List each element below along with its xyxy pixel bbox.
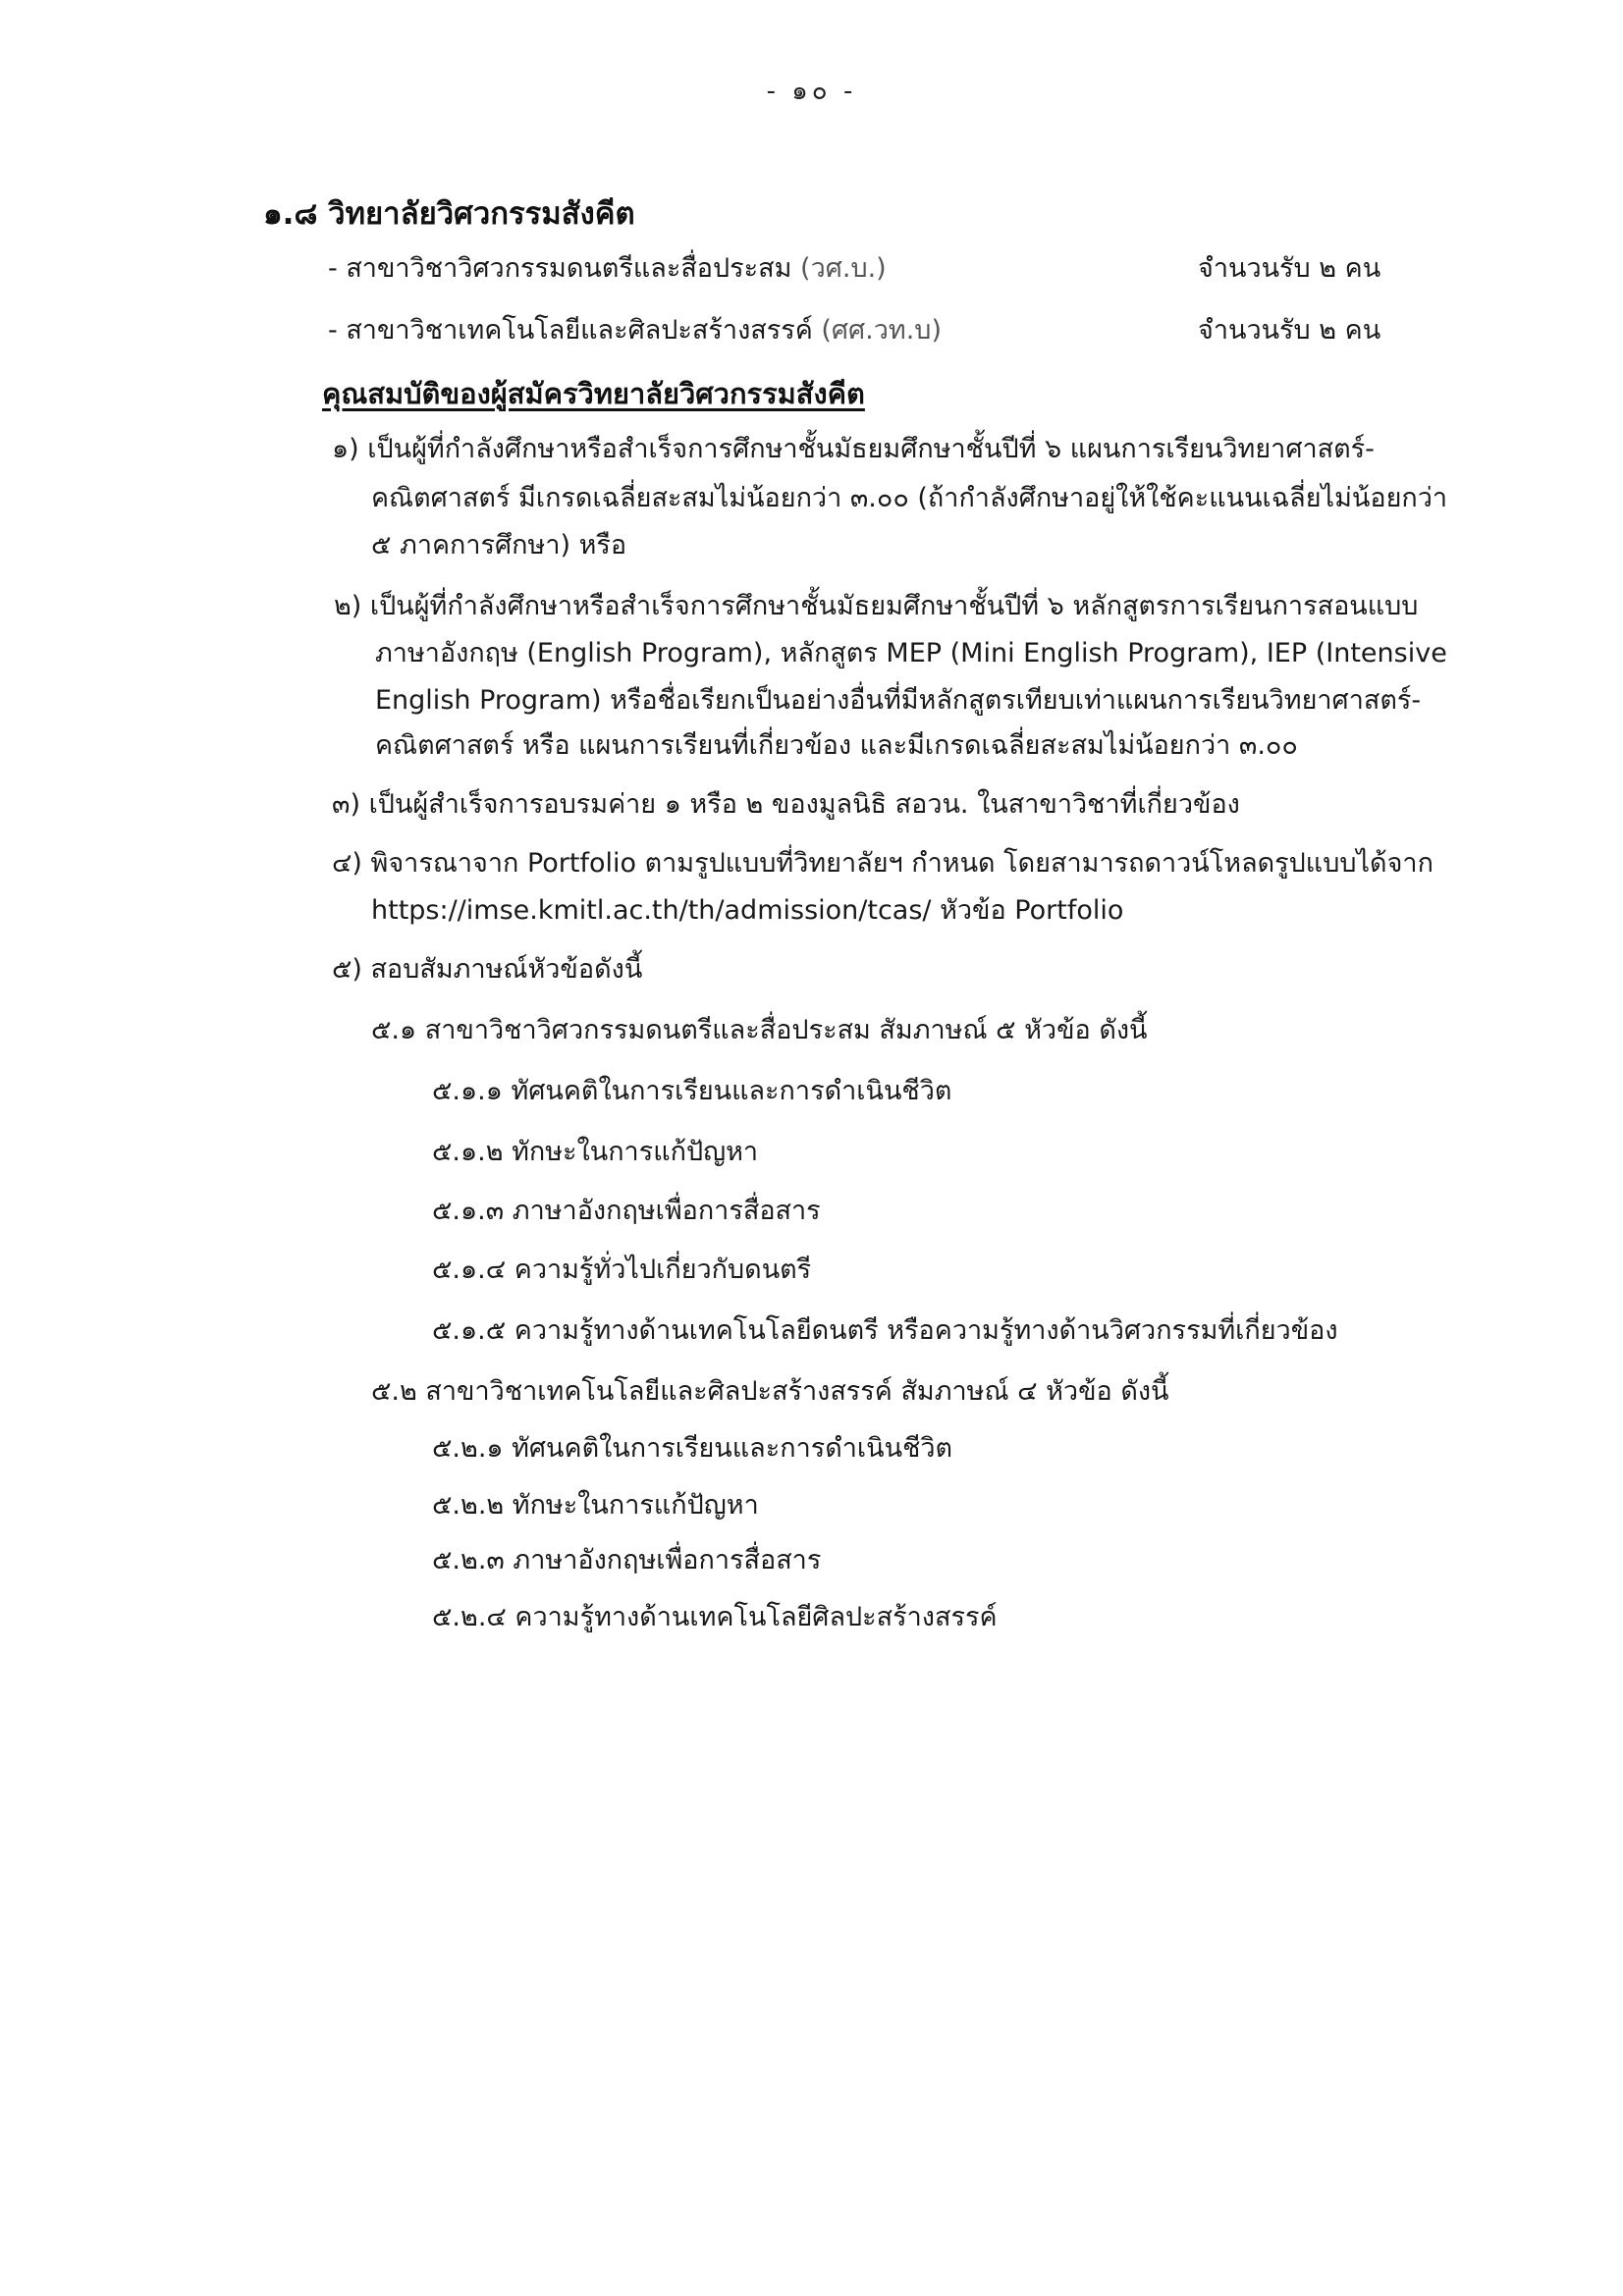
qualifications-heading: คุณสมบัติของผู้สมัครวิทยาลัยวิศวกรรมสังคีต	[322, 377, 865, 410]
interview-topic: ๕.๒.๑ ทัศนคติในการเรียนและการดำเนินชีวิต	[432, 1433, 953, 1464]
interview-sub2-title: ๕.๒ สาขาวิชาเทคโนโลยีและศิลปะสร้างสรรค์ สัมภาษณ์ ๔ หัวข้อ ดังนี้	[371, 1376, 1169, 1407]
interview-topic: ๕.๒.๒ ทักษะในการแก้ปัญหา	[432, 1490, 759, 1521]
qualification-item-2-line-1: ๒) เป็นผู้ที่กำลังศึกษาหรือสำเร็จการศึกษาชั้นมัธยมศึกษาชั้นปีที่ ๖ หลักสูตรการเรียนการสอนแบบ	[334, 591, 1419, 621]
interview-topic: ๕.๒.๔ ความรู้ทางด้านเทคโนโลยีศิลปะสร้างสรรค์	[432, 1602, 998, 1632]
program-row	[328, 309, 1408, 352]
program-abbreviation: (วศ.บ.)	[800, 253, 887, 284]
interview-topic: ๕.๒.๓ ภาษาอังกฤษเพื่อการสื่อสาร	[432, 1545, 822, 1575]
qualification-item-1-line-1: ๑) เป็นผู้ที่กำลังศึกษาหรือสำเร็จการศึกษาชั้นมัธยมศึกษาชั้นปีที่ ๖ แผนการเรียนวิทยาศาสตร์-	[332, 434, 1375, 464]
program-row	[328, 247, 1408, 291]
page-number: - ๑๐ -	[766, 77, 857, 106]
program-name: - สาขาวิชาเทคโนโลยีและศิลปะสร้างสรรค์ (ศศ.วท.บ)	[328, 315, 942, 346]
program-name: - สาขาวิชาวิศวกรรมดนตรีและสื่อประสม (วศ.บ.)	[328, 253, 887, 284]
qualification-item-1-line-2: คณิตศาสตร์ มีเกรดเฉลี่ยสะสมไม่น้อยกว่า ๓.๐๐ (ถ้ากำลังศึกษาอยู่ให้ใช้คะแนนเฉลี่ยไม่น้อยกว่า	[371, 483, 1448, 513]
qualification-item-1-line-3: ๕ ภาคการศึกษา) หรือ	[371, 530, 627, 561]
program-quota: จำนวนรับ ๒ คน	[1198, 315, 1381, 346]
interview-topic: ๕.๑.๓ ภาษาอังกฤษเพื่อการสื่อสาร	[432, 1196, 821, 1226]
portfolio-url-link[interactable]: https://imse.kmitl.ac.th/th/admission/tcas/ หัวข้อ Portfolio	[371, 895, 1124, 926]
qualification-item-2-line-3: English Program) หรือชื่อเรียกเป็นอย่างอื่นที่มีหลักสูตรเทียบเท่าแผนการเรียนวิทยาศาสตร์-	[375, 685, 1422, 716]
qualification-item-2-line-4: คณิตศาสตร์ หรือ แผนการเรียนที่เกี่ยวข้อง และมีเกรดเฉลี่ยสะสมไม่น้อยกว่า ๓.๐๐	[375, 730, 1298, 761]
program-abbreviation: (ศศ.วท.บ)	[821, 315, 942, 346]
interview-topic: ๕.๑.๑ ทัศนคติในการเรียนและการดำเนินชีวิต	[432, 1076, 952, 1106]
interview-sub1-title: ๕.๑ สาขาวิชาวิศวกรรมดนตรีและสื่อประสม สัมภาษณ์ ๕ หัวข้อ ดังนี้	[371, 1015, 1148, 1045]
qualification-item-4-line-1: ๔) พิจารณาจาก Portfolio ตามรูปแบบที่วิทยาลัยฯ กำหนด โดยสามารถดาวน์โหลดรูปแบบได้จาก	[332, 848, 1434, 879]
interview-topic: ๕.๑.๕ ความรู้ทางด้านเทคโนโลยีดนตรี หรือความรู้ทางด้านวิศวกรรมที่เกี่ยวข้อง	[432, 1315, 1338, 1346]
interview-topic: ๕.๑.๒ ทักษะในการแก้ปัญหา	[432, 1137, 759, 1167]
program-quota: จำนวนรับ ๒ คน	[1198, 253, 1381, 284]
section-title: ๑.๘ วิทยาลัยวิศวกรรมสังคีต	[263, 196, 635, 232]
qualification-item-3: ๓) เป็นผู้สำเร็จการอบรมค่าย ๑ หรือ ๒ ของมูลนิธิ สอวน. ในสาขาวิชาที่เกี่ยวข้อง	[332, 789, 1240, 820]
interview-topic: ๕.๑.๔ ความรู้ทั่วไปเกี่ยวกับดนตรี	[432, 1255, 812, 1285]
qualification-item-2-line-2: ภาษาอังกฤษ (English Program), หลักสูตร MEP (Mini English Program), IEP (Intensive	[375, 638, 1447, 668]
qualification-item-5: ๕) สอบสัมภาษณ์หัวข้อดังนี้	[332, 954, 643, 985]
